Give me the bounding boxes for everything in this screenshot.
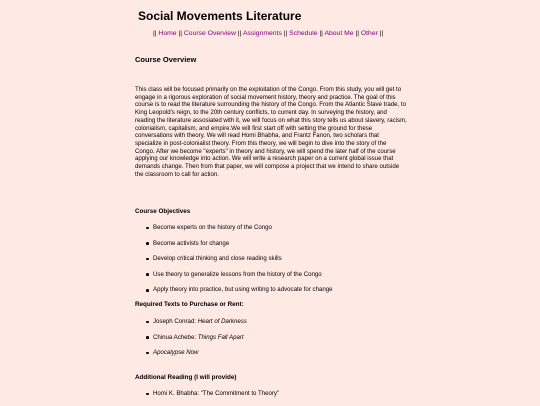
list-item: Apply theory into practice, but using writing to advocate for change: [146, 286, 333, 302]
nav-link-course-overview[interactable]: Course Overview: [183, 30, 236, 37]
list-item: Become experts on the history of the Congo: [146, 224, 333, 240]
book-title: Apocalypse Now: [153, 349, 199, 357]
nav-link-schedule[interactable]: Schedule: [289, 30, 318, 37]
book-title: Things Fall Apart: [197, 333, 244, 341]
nav-separator: ||: [355, 30, 359, 37]
nav-bar: [153, 30, 383, 37]
list-item: Use theory to generalize lessons from the history of the Congo: [146, 271, 333, 287]
nav-separator: ||: [283, 30, 288, 37]
list-item: Homi K. Bhabha: "The Commitment to Theory": [146, 390, 279, 406]
nav-separator: ||: [153, 30, 157, 37]
book-author: Chinua Achebe:: [153, 333, 198, 341]
list-item: [146, 349, 247, 365]
nav-separator: ||: [178, 30, 182, 37]
course-overview-paragraph: This class will be focused primarily on the exploitation of the Congo. From this study, you will get to engage in a rigorous exploration of social movement history, theory and practice. The goal of this course is to read the literature surrounding the history of the Congo. From the Atlantic Slave trade, to King Leopold's reign, to the 20th century conflicts, to current day. In surveying the history, and reading the literature assosiated with it, we will focus on what this story tells us about slavery, racism, colonialism, capitalism, and empire.We will first start off with setting the ground for these conversations with theory. We will read Homi Bhabha, and Frantz Fanon, two scholars that specialize in post-colonialist theory. From this theory, we will begin to dive into the story of the Congo. After we become "experts" in theory and history, we will spend the later half of the course applying our knowledge into action. We will write a research paper on a current global issue that demands change. Then from that paper, we will compose a project that we intend to share outside the classroom to call for action.: [135, 86, 407, 178]
book-title: Heart of Darkness: [197, 318, 247, 325]
nav-separator: ||: [379, 30, 384, 37]
nav-separator: ||: [319, 30, 323, 37]
nav-separator: ||: [237, 30, 242, 37]
course-overview-heading: Course Overview: [135, 55, 197, 64]
nav-link-about-me[interactable]: About Me: [324, 30, 354, 37]
additional-reading-heading: Additional Reading (I will provide): [135, 374, 237, 381]
book-author: Joseph Conrad:: [153, 318, 198, 325]
nav-link-assignments[interactable]: Assignments: [242, 30, 282, 37]
nav-link-other[interactable]: Other: [360, 30, 378, 37]
required-texts-heading: Required Texts to Purchase or Rent:: [135, 301, 244, 308]
list-item: [146, 318, 247, 334]
list-item: [146, 334, 247, 350]
list-item: Become activists for change: [146, 240, 333, 256]
page-title: Social Movements Literature: [138, 9, 302, 23]
nav-link-home[interactable]: Home: [158, 30, 177, 37]
list-item: Develop critical thinking and close reading skills: [146, 255, 333, 271]
additional-reading-list: [146, 390, 279, 406]
course-objectives-list: [146, 224, 333, 302]
course-objectives-heading: Course Objectives: [135, 208, 191, 215]
required-texts-list: [146, 318, 247, 365]
